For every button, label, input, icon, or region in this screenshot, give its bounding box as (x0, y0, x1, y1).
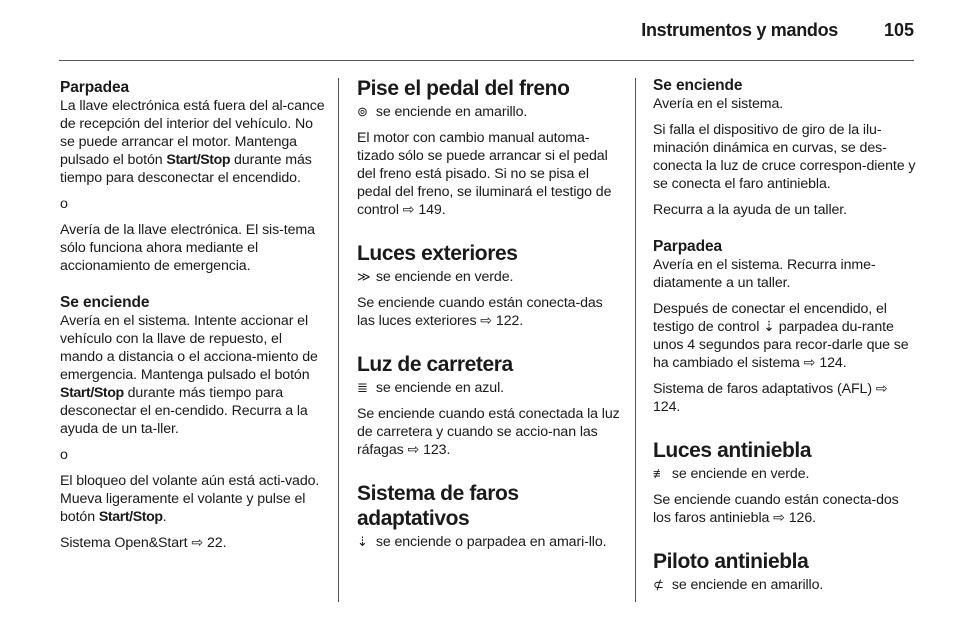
page-number: 105 (883, 20, 914, 40)
heading-faros-adaptativos: Sistema de faros adaptativos (357, 482, 519, 530)
fog-lights-icon: ≢ (653, 466, 666, 481)
indicator-line: ≣ se enciende en azul. (357, 380, 504, 396)
paragraph: Avería en el sistema. (653, 96, 784, 112)
indicator-line: ⊚ se enciende en amarillo. (357, 104, 528, 120)
paragraph: Sistema de faros adaptativos (AFL) ⇨ 124. (653, 381, 888, 415)
indicator-line: ⇣ se enciende o parpadea en amari-llo. (357, 534, 607, 550)
start-stop-label: Start/Stop (60, 385, 124, 401)
paragraph: El motor con cambio manual automa-tizado sólo se puede arrancar si el pedal del freno está pisado. Si no se pisa el pedal del freno, se iluminará el testigo de control ⇨ 149. (357, 130, 612, 218)
heading-luz-carretera: Luz de carretera (357, 353, 513, 376)
column-1 (60, 78, 326, 560)
paragraph: Se enciende cuando están conecta-das las luces exteriores ⇨ 122. (357, 295, 603, 329)
subheading-se-enciende: Se enciende (60, 294, 150, 311)
section-title: Instrumentos y mandos (641, 20, 838, 40)
paragraph: El bloqueo del volante aún está acti-vado. Mueva ligeramente el volante y pulse el botón Start/Stop. (60, 473, 320, 525)
heading-luces-antiniebla: Luces antiniebla (653, 439, 812, 462)
subheading-parpadea: Parpadea (60, 79, 129, 96)
column-2 (357, 76, 623, 559)
adaptive-lights-icon: ⇣ (357, 534, 368, 549)
column-divider-1 (338, 78, 339, 602)
column-divider-2 (635, 78, 636, 602)
header-rule (59, 60, 914, 61)
paragraph: Se enciende cuando están conecta-dos los faros antiniebla ⇨ 126. (653, 492, 899, 526)
exterior-lights-icon: ≫ (357, 269, 371, 284)
high-beam-icon: ≣ (357, 380, 368, 395)
cross-reference: Sistema Open&Start ⇨ 22. (60, 535, 227, 551)
heading-pedal-freno: Pise el pedal del freno (357, 77, 570, 100)
start-stop-label: Start/Stop (166, 152, 231, 168)
paragraph: Recurra a la ayuda de un taller. (653, 202, 847, 218)
column-3 (653, 76, 917, 602)
paragraph: Avería en el sistema. Intente accionar el vehículo con la llave de repuesto, el mando a distancia o el acciona-miento de emergencia. Mantenga pulsado el botón Start/Stop durante más tiempo para desconectar el en-cendido. Recurra a la ayuda de un ta-ller. (60, 313, 318, 437)
page-header (0, 20, 914, 44)
rear-fog-light-icon: ⊄ (653, 577, 664, 592)
start-stop-label: Start/Stop (98, 509, 163, 525)
indicator-line: ⊄ se enciende en amarillo. (653, 577, 824, 593)
paragraph: Avería en el sistema. Recurra inme-diatamente a un taller. (653, 257, 876, 291)
paragraph: La llave electrónica está fuera del al-cance de recepción del interior del vehículo. No se puede arrancar el motor. Mantenga pulsado el botón Start/Stop durante más tiempo para desconectar el encendido. (60, 98, 325, 186)
paragraph: Si falla el dispositivo de giro de la ilu-minación dinámica en curvas, se des-conecta la luz de cruce correspon-diente y se conecta el faro antiniebla. (653, 122, 916, 192)
indicator-line: ≢ se enciende en verde. (653, 466, 810, 482)
or-text: o (60, 447, 68, 463)
heading-piloto-antiniebla: Piloto antiniebla (653, 550, 809, 573)
paragraph: Después de conectar el encendido, el testigo de control ⇣ parpadea du-rante unos 4 segundos para recor-darle que se ha cambiado el sistema ⇨ 124. (653, 301, 909, 371)
paragraph: Avería de la llave electrónica. El sis-tema sólo funciona ahora mediante el accionamiento de emergencia. (60, 222, 315, 274)
heading-luces-exteriores: Luces exteriores (357, 242, 518, 265)
subheading-se-enciende: Se enciende (653, 77, 743, 94)
or-text: o (60, 196, 68, 212)
indicator-line: ≫ se enciende en verde. (357, 269, 514, 285)
brake-pedal-icon: ⊚ (357, 104, 368, 119)
subheading-parpadea: Parpadea (653, 238, 722, 255)
paragraph: Se enciende cuando está conectada la luz de carretera y cuando se accio-nan las ráfagas ⇨ 123. (357, 406, 620, 458)
